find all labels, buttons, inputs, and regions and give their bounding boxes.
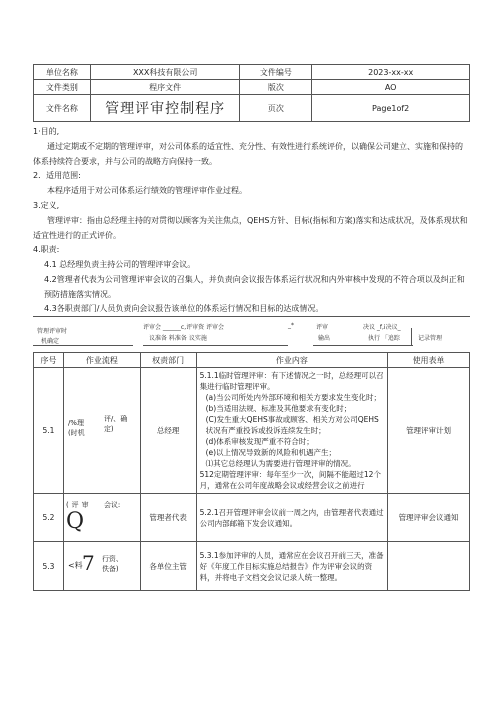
row-dept: 各单位主管 xyxy=(140,542,196,591)
page-label: 页次 xyxy=(240,95,312,122)
table-header-row xyxy=(34,353,470,368)
content-line: 5.2.1召开管理评审会议前一周之内，由管理者代表通过公司内部邮箱下发会议通知。 xyxy=(199,507,384,528)
row-dept: 管理者代表 xyxy=(140,494,196,542)
row-number: 5.2 xyxy=(34,494,64,542)
flow-step-resolution-1: 决议 _f,i决议_ xyxy=(363,324,401,331)
flow-step-prep-2: 议准备 料准备 议实施 xyxy=(149,335,207,342)
row-flow-cell xyxy=(63,542,140,591)
flow-node-text: /%理(时机 xyxy=(67,419,85,437)
content-line: (e)以上情况导致新的风险和机遇产生； xyxy=(205,448,337,457)
version-value: AO xyxy=(312,80,470,95)
row-flow-cell xyxy=(63,368,140,494)
document-header-table xyxy=(33,64,470,122)
responsibility-4-3: 4.3各职责部门/人员负责向会议报告该单位的体系运行情况和目标的达成情况。 xyxy=(44,304,324,313)
content-line: 5.1.1临时管理评审：有下述情况之一时，总经理可以召集进行临时管理评审。 xyxy=(199,371,384,391)
flow-node-text: 评/、确定) xyxy=(103,415,128,433)
version-label: 版次 xyxy=(240,80,312,95)
flow-step-review: 评审 xyxy=(316,324,329,331)
flow-node-glyph: 7 xyxy=(81,551,95,575)
flow-node-text: <料 xyxy=(67,561,83,570)
section-2-body: 本程序适用于对公司体系运行绩效的管理评审作业过程。 xyxy=(47,186,247,195)
flow-step-output: 输出 xyxy=(318,335,331,342)
row-number: 5.1 xyxy=(34,368,64,494)
document-title: 管理评审控制程序 xyxy=(90,95,240,122)
section-2-title: 2．适用范围: xyxy=(33,171,81,180)
content-line: (d)体系审核发现严重不符合时； xyxy=(205,437,314,446)
section-4-title: 4.职责: xyxy=(33,245,60,254)
flow-step-records: 记录管理 xyxy=(418,335,443,342)
flow-step-resolution-2: 执行 「追踪 xyxy=(368,335,400,342)
row-form: 管理评审计划 xyxy=(388,368,470,494)
flow-node-text: 行资、佚备) xyxy=(101,555,123,573)
row-content xyxy=(196,368,388,494)
section-1-body: 通过定期或不定期的管理评审，对公司体系的适宜性、充分性、有效性进行系统评价，以确保公司建立、实施和保持的体系持续符合要求，并与公司的战略方向保持一致。 xyxy=(33,142,463,166)
flow-step-timing-1: 管理评审时 xyxy=(37,328,68,335)
procedure-table xyxy=(33,352,470,591)
section-1-title: 1·目的, xyxy=(33,127,60,136)
type-value: 程序文件 xyxy=(90,80,240,95)
flow-step-prep-1: 评审会 ______c,评审资 评审会 xyxy=(143,324,225,331)
flow-underline-2 xyxy=(143,345,288,346)
row-form: 管理评审会议通知 xyxy=(388,494,470,542)
page-value: Page1of2 xyxy=(312,95,470,122)
docno-value: 2023-xx-xx xyxy=(312,65,470,80)
table-row xyxy=(34,494,470,542)
unit-value: XXX科技有限公司 xyxy=(90,65,240,80)
row-dept: 总经理 xyxy=(140,368,196,494)
type-label: 文件类别 xyxy=(34,80,91,95)
table-row xyxy=(34,542,470,591)
responsibility-4-2: 4.2管理者代表为公司管理评审会议的召集人，并负责向会议报告体系运行状况和内外审核中发现的不符合项以及纠正和预防措施落实情况。 xyxy=(44,275,465,299)
row-form xyxy=(388,542,470,591)
flow-arrow-mark: _* xyxy=(288,322,294,329)
flow-top-rule xyxy=(33,316,470,317)
responsibility-4-1: 4.1 总经理负责主持公司的管理评审会议。 xyxy=(44,260,196,269)
process-flow-strip xyxy=(33,314,470,352)
table-row xyxy=(34,368,470,494)
row-content xyxy=(196,494,388,542)
col-header-flow: 作业流程 xyxy=(63,353,140,368)
row-content xyxy=(196,542,388,591)
flow-step-timing-2: 机确定 xyxy=(41,338,60,345)
flow-node-text: (评审 xyxy=(65,501,92,509)
col-header-dept: 权责部门 xyxy=(140,353,196,368)
flow-underline-3 xyxy=(313,345,413,346)
name-label: 文件名称 xyxy=(34,95,91,122)
unit-label: 单位名称 xyxy=(34,65,91,80)
col-header-no: 序号 xyxy=(34,353,64,368)
content-line: 512定期管理评审：每年至少一次，间隔不能超过12个月，通常在公司年度战略会议或经营会议之前进行 xyxy=(199,470,381,490)
row-flow-cell xyxy=(63,494,140,542)
section-3-body: 管理评审：指由总经理主持的对贯彻以顾客为关注焦点，QEHS方针、目标(指标和方案)落实和达成状况，及体系现状和适宜性进行的正式评价。 xyxy=(33,216,468,240)
flow-divider xyxy=(411,328,412,345)
content-line: (a)当公司所处内外部环境和相关方要求发生变化时； xyxy=(205,393,382,402)
flow-underline-1 xyxy=(33,345,133,346)
content-line: 5.3.1参加评审的人员，通常应在会议召开前三天，准备好《年度工作目标实施总结报告》作为评审会议的资料，并将电子文档交会议记录人统一整理。 xyxy=(199,550,384,582)
content-line: (b)当适用法规、标准及其他要求有变化时； xyxy=(205,404,352,413)
col-header-content: 作业内容 xyxy=(196,353,388,368)
content-line: ⑴其它总经理认为需要进行管理评审的情况。 xyxy=(205,459,356,468)
content-line: (C)发生重大QEHS事故或顾客、相关方对公司QEHS状况有严重投诉或投诉连续发生时； xyxy=(205,415,379,435)
col-header-form: 使用表单 xyxy=(388,353,470,368)
flow-node-text: 会议: xyxy=(103,501,121,509)
docno-label: 文件编号 xyxy=(240,65,312,80)
row-number: 5.3 xyxy=(34,542,64,591)
flow-node-glyph: Q xyxy=(65,509,84,534)
section-3-title: 3.定义, xyxy=(33,201,60,210)
